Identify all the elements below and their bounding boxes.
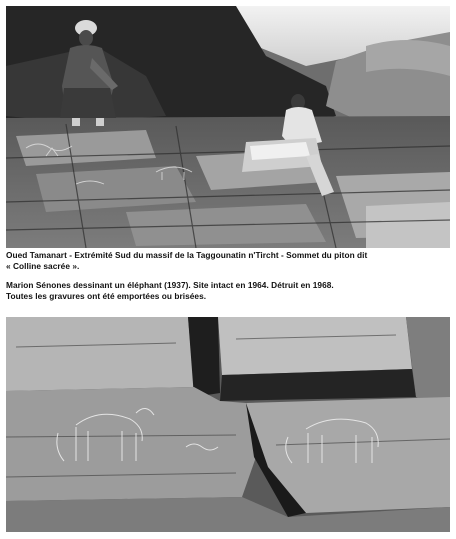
- photo-caption-notes: [6, 280, 450, 301]
- rock-slab-right: [366, 202, 450, 248]
- caption-note-line-2: Toutes les gravures ont été emportées ou brisées.: [6, 290, 207, 301]
- caption-note-line-1: Marion Sénones dessinant un éléphant (1937). Site intact en 1964. Détruit en 1968.: [6, 280, 334, 290]
- caption-location-line-1: Oued Tamanart - Extrémité Sud du massif de la Taggounatin n'Tircht - Sommet du piton dit: [6, 250, 368, 260]
- engraved-slab-left: [6, 387, 256, 501]
- photo-engraved-slabs: [6, 317, 450, 532]
- photo-hilltop-image: [6, 6, 450, 248]
- photo-caption-location: [6, 250, 450, 271]
- slab-upper-left: [6, 317, 194, 391]
- photo-slabs-image: [6, 317, 450, 532]
- photo-hilltop-site: [6, 6, 450, 248]
- caption-location-line-2: « Colline sacrée ».: [6, 260, 80, 271]
- slab-upper-right: [218, 317, 412, 375]
